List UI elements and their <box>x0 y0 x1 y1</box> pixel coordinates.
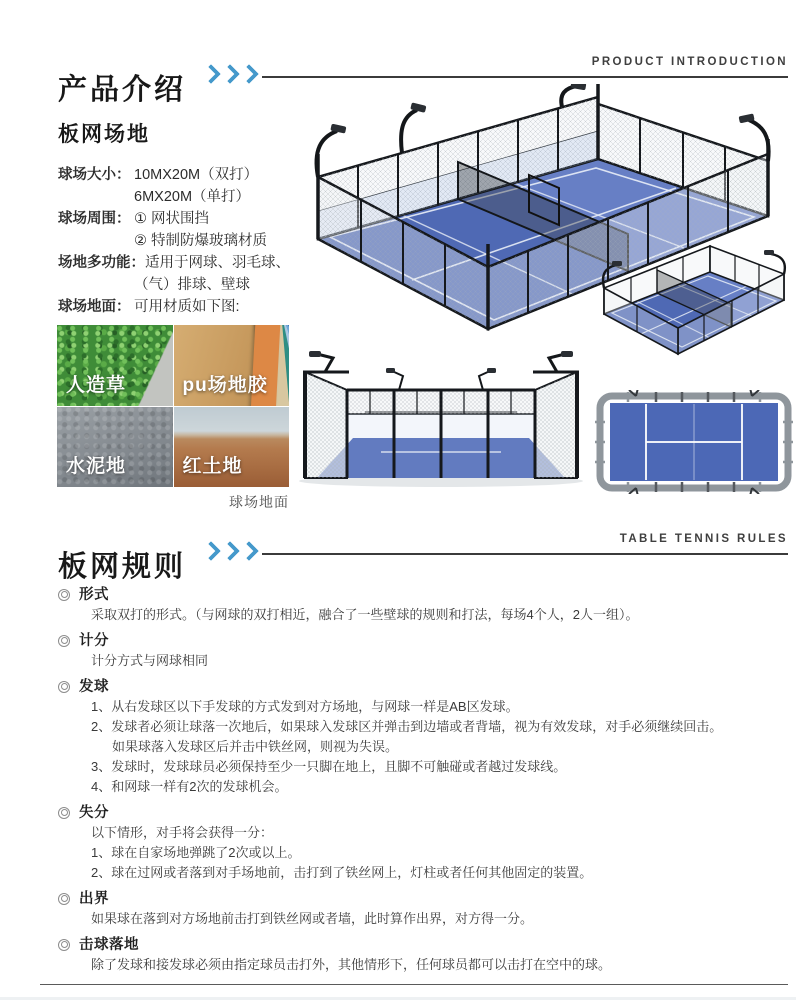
spec-value: ① 网状围挡 <box>134 211 210 227</box>
rule-line: 3、发球时，发球球员必须保持至少一只脚在地上，且脚不可触碰或者越过发球线。 <box>91 759 567 774</box>
rule-head <box>58 584 786 605</box>
rules-title: 板网规则 <box>58 551 187 584</box>
court-heading: 板网场地 <box>58 123 150 146</box>
spec-label: 场地多功能： <box>58 255 145 271</box>
spec-value: （气）排球、壁球 <box>134 277 250 293</box>
rule-head <box>58 676 786 697</box>
spec-row <box>58 230 308 252</box>
material-card-cement <box>57 407 173 488</box>
spec-label <box>58 274 134 296</box>
material-card-pu-sheets <box>174 325 290 406</box>
section-subtitle-en: TABLE TENNIS RULES <box>619 533 788 545</box>
triple-chevron-icon <box>204 67 261 86</box>
rule-head <box>58 802 786 823</box>
double-circle-bullet-icon <box>58 635 70 647</box>
spec-label <box>58 186 134 208</box>
rule-title: 失分 <box>79 804 109 821</box>
rule-head <box>58 888 786 909</box>
rule-line: 1、从右发球区以下手发球的方式发到对方场地，与网球一样是AB区发球。 <box>91 699 519 714</box>
surface-materials-grid <box>57 325 289 487</box>
padel-court-isometric-small-render <box>592 242 792 369</box>
spec-value: 适用于网球、羽毛球、 <box>145 255 290 271</box>
rule-head <box>58 934 786 955</box>
spec-value: 6MX20M（单打） <box>134 189 251 205</box>
rule-item <box>58 676 786 797</box>
spec-value: 10MX20M（双打） <box>134 167 259 183</box>
padel-court-front-view-render <box>295 350 587 492</box>
rule-title: 出界 <box>79 890 109 907</box>
rules-list <box>58 584 786 980</box>
spec-value: 可用材质如下图: <box>134 299 240 315</box>
rule-title: 发球 <box>79 678 109 695</box>
rule-head <box>58 630 786 651</box>
spec-label: 球场地面： <box>58 299 131 315</box>
double-circle-bullet-icon <box>58 893 70 905</box>
rule-title: 形式 <box>79 586 109 603</box>
material-card-artificial-grass <box>57 325 173 406</box>
material-label: 红土地 <box>182 456 243 477</box>
rule-item <box>58 630 786 671</box>
rule-line: 采取双打的形式。（与网球的双打相近，融合了一些壁球的规则和打法，每场4个人，2人一组）。 <box>91 607 639 622</box>
spec-row <box>58 186 308 208</box>
spec-row <box>58 274 308 296</box>
court-intro-column <box>58 118 308 318</box>
spec-label <box>58 230 134 252</box>
rule-line: 以下情形，对手将会获得一分： <box>91 825 274 840</box>
rule-line: 如果球落入发球区后并击中铁丝网，则视为失误。 <box>112 739 399 754</box>
spec-label: 球场周围： <box>58 211 131 227</box>
materials-caption: 球场地面 <box>229 494 289 510</box>
spec-list <box>58 164 308 318</box>
spec-row <box>58 164 308 186</box>
rule-title: 计分 <box>79 632 109 649</box>
spec-value: ② 特制防爆玻璃材质 <box>134 233 268 249</box>
rule-line: 除了发球和接发球必须由指定球员击打外，其他情形下，任何球员都可以击打在空中的球。 <box>91 957 612 972</box>
page-bottom-rule-line <box>40 984 788 985</box>
rule-line: 2、球在过网或者落到对手场地前，击打到了铁丝网上，灯柱或者任何其他固定的装置。 <box>91 865 593 880</box>
triple-chevron-icon <box>204 544 261 563</box>
material-card-red-clay <box>174 407 290 488</box>
rule-line: 4、和网球一样有2次的发球机会。 <box>91 779 288 794</box>
rule-line: 2、发球者必须让球落一次地后，如果球入发球区并弹击到边墙或者背墙，视为有效发球，对手必须继续回击。 <box>91 719 723 734</box>
material-label: 水泥地 <box>66 456 127 477</box>
rule-line: 1、球在自家场地弹跳了2次或以上。 <box>91 845 301 860</box>
double-circle-bullet-icon <box>58 939 70 951</box>
rule-item <box>58 934 786 975</box>
rule-line: 计分方式与网球相同 <box>91 653 209 668</box>
header-rule-line <box>262 76 788 78</box>
spec-row <box>58 296 308 318</box>
double-circle-bullet-icon <box>58 589 70 601</box>
page-title: 产品介绍 <box>58 74 187 107</box>
rule-item <box>58 584 786 625</box>
header-rule-line <box>262 553 788 555</box>
double-circle-bullet-icon <box>58 807 70 819</box>
padel-court-plan-view-render <box>594 390 794 494</box>
rule-item <box>58 888 786 929</box>
section-header-rules <box>0 531 796 584</box>
rule-item <box>58 802 786 883</box>
rule-title: 击球落地 <box>79 936 139 953</box>
material-label: 人造草 <box>66 374 127 396</box>
spec-row <box>58 208 308 230</box>
material-label: pu场地胶 <box>182 374 268 396</box>
rule-line: 如果球在落到对方场地前击打到铁丝网或者墙，此时算作出界，对方得一分。 <box>91 911 534 926</box>
section-subtitle-en: PRODUCT INTRODUCTION <box>591 56 788 68</box>
spec-label: 球场大小： <box>58 167 131 183</box>
spec-row <box>58 252 308 274</box>
double-circle-bullet-icon <box>58 681 70 693</box>
